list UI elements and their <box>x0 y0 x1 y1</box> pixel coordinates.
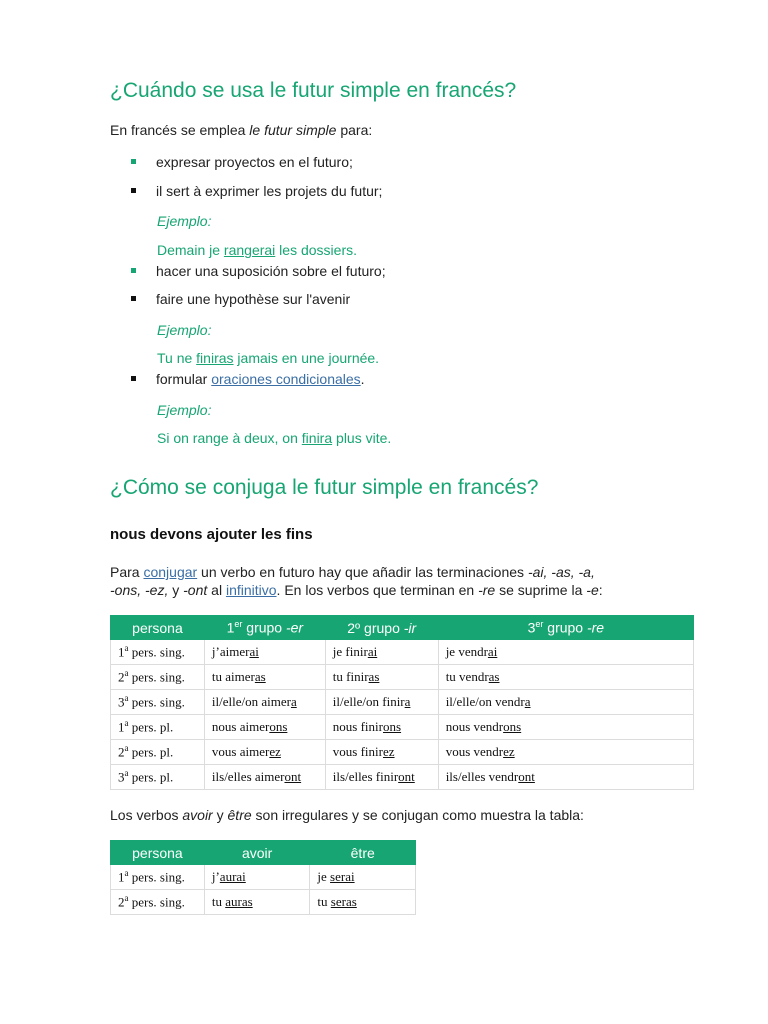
group-3-form: nous vendrons <box>438 715 693 740</box>
group-1-form: vous aimerez <box>204 740 325 765</box>
intro-paragraph <box>110 120 372 140</box>
table-row <box>111 640 694 665</box>
verb-ending: ont <box>398 769 415 784</box>
verb-ending: ai <box>367 644 378 659</box>
etre-form: je serai <box>310 865 416 890</box>
verb-ending: ons <box>383 719 402 734</box>
irregular-paragraph: Los verbos avoir y être son irregulares y se conjugan como muestra la tabla: <box>110 807 584 823</box>
persona-cell: 1$^a$ pers. pl. <box>111 715 205 740</box>
verb-ending: a <box>404 694 411 709</box>
persona-cell: 1$^a$ pers. sing. <box>111 640 205 665</box>
etre-form: tu seras <box>310 890 416 915</box>
group-1-form: j’aimerai <box>204 640 325 665</box>
group-1-form: nous aimerons <box>204 715 325 740</box>
link-infinitivo[interactable]: infinitivo <box>225 582 277 598</box>
table-row <box>111 690 694 715</box>
header-etre: être <box>310 841 416 865</box>
table-row <box>111 740 694 765</box>
verb-ending: a <box>290 694 297 709</box>
bullet-marker <box>131 188 136 193</box>
group-2-form: il/elle/on finira <box>325 690 438 715</box>
verb-ending: ons <box>503 719 522 734</box>
list-item: expresar proyectos en el futuro; <box>156 154 353 170</box>
list-item: faire une hypothèse sur l'avenir <box>156 291 351 307</box>
table-row <box>111 715 694 740</box>
table-row <box>111 865 416 890</box>
group-3-form: vous vendrez <box>438 740 693 765</box>
verb-ending: ez <box>383 744 395 759</box>
intro-text-end: para: <box>336 122 373 138</box>
header-group-2: 2º grupo -ir <box>325 616 438 640</box>
subtitle: nous devons ajouter les fins <box>110 526 313 543</box>
bullet-marker <box>131 376 136 381</box>
group-2-form: nous finirons <box>325 715 438 740</box>
verb-ending: ont <box>284 769 302 784</box>
group-2-form: tu finiras <box>325 665 438 690</box>
example-sentence: Demain je rangerai les dossiers. <box>157 242 357 258</box>
avoir-form: tu auras <box>204 890 310 915</box>
table-row <box>111 665 694 690</box>
conjugation-paragraph-line2: -ons, -ez, y -ont al infinitivo. En los verbos que terminan en -re se suprime la -e: <box>110 582 603 598</box>
header-avoir: avoir <box>204 841 310 865</box>
group-3-form: ils/elles vendront <box>438 765 693 790</box>
group-2-form: je finirai <box>325 640 438 665</box>
verb-ending: ons <box>269 719 288 734</box>
header-group-1: 1er grupo -er <box>204 616 325 640</box>
conjugation-paragraph-line1: Para conjugar un verbo en futuro hay que añadir las terminaciones -ai, -as, -a, <box>110 564 595 580</box>
link-conjugar[interactable]: conjugar <box>143 564 198 580</box>
group-2-form: ils/elles finiront <box>325 765 438 790</box>
link-oraciones-condicionales[interactable]: oraciones condicionales <box>211 371 361 387</box>
avoir-form: j’aurai <box>204 865 310 890</box>
verb-ending: ai <box>487 644 498 659</box>
group-1-form: il/elle/on aimera <box>204 690 325 715</box>
example-sentence: Tu ne finiras jamais en une journée. <box>157 350 380 366</box>
persona-cell: 2$^a$ pers. pl. <box>111 740 205 765</box>
list-item: il sert à exprimer les projets du futur; <box>156 183 383 199</box>
bullet-marker <box>131 159 136 164</box>
example-verb: finiras <box>196 350 234 366</box>
header-persona: persona <box>111 841 205 865</box>
bullet-marker <box>131 296 136 301</box>
group-2-form: vous finirez <box>325 740 438 765</box>
verb-ending: ez <box>269 744 281 759</box>
verb-ending: ez <box>503 744 515 759</box>
header-persona: persona <box>111 616 205 640</box>
header-group-3: 3er grupo -re <box>438 616 693 640</box>
example-label: Ejemplo: <box>157 322 212 338</box>
intro-text: En francés se emplea <box>110 122 250 138</box>
section-title-usage: ¿Cuándo se usa le futur simple en francés? <box>110 79 517 102</box>
group-1-form: ils/elles aimeront <box>204 765 325 790</box>
table-row <box>111 765 694 790</box>
example-label: Ejemplo: <box>157 402 212 418</box>
conjugation-table <box>110 615 694 790</box>
group-3-form: tu vendras <box>438 665 693 690</box>
example-verb: rangerai <box>223 242 276 258</box>
bullet-marker <box>131 268 136 273</box>
section-title-conjugation: ¿Cómo se conjuga le futur simple en francés? <box>110 476 539 499</box>
persona-cell: 3$^a$ pers. pl. <box>111 765 205 790</box>
irregular-verbs-table <box>110 840 416 915</box>
table-header-row <box>111 841 416 865</box>
list-item: hacer una suposición sobre el futuro; <box>156 263 386 279</box>
persona-cell: 2$^a$ pers. sing. <box>111 890 205 915</box>
example-verb: finira <box>301 430 333 446</box>
group-3-form: je vendrai <box>438 640 693 665</box>
verb-ending: ai <box>249 644 259 659</box>
verb-ending: as <box>488 669 500 684</box>
verb-ending: serai <box>330 869 355 884</box>
verb-ending: seras <box>330 894 357 909</box>
verb-ending: aurai <box>219 869 246 884</box>
verb-ending: a <box>524 694 531 709</box>
group-3-form: il/elle/on vendra <box>438 690 693 715</box>
table-header-row <box>111 616 694 640</box>
list-item: formular oraciones condicionales. <box>156 371 365 387</box>
group-1-form: tu aimeras <box>204 665 325 690</box>
persona-cell: 3$^a$ pers. sing. <box>111 690 205 715</box>
verb-ending: auras <box>225 894 253 909</box>
table-row <box>111 890 416 915</box>
example-sentence: Si on range à deux, on finira plus vite. <box>157 430 392 446</box>
persona-cell: 1$^a$ pers. sing. <box>111 865 205 890</box>
verb-ending: ont <box>518 769 535 784</box>
persona-cell: 2$^a$ pers. sing. <box>111 665 205 690</box>
verb-ending: as <box>368 669 380 684</box>
verb-ending: as <box>254 669 266 684</box>
example-label: Ejemplo: <box>157 213 212 229</box>
intro-emphasis: le futur simple <box>249 122 337 138</box>
